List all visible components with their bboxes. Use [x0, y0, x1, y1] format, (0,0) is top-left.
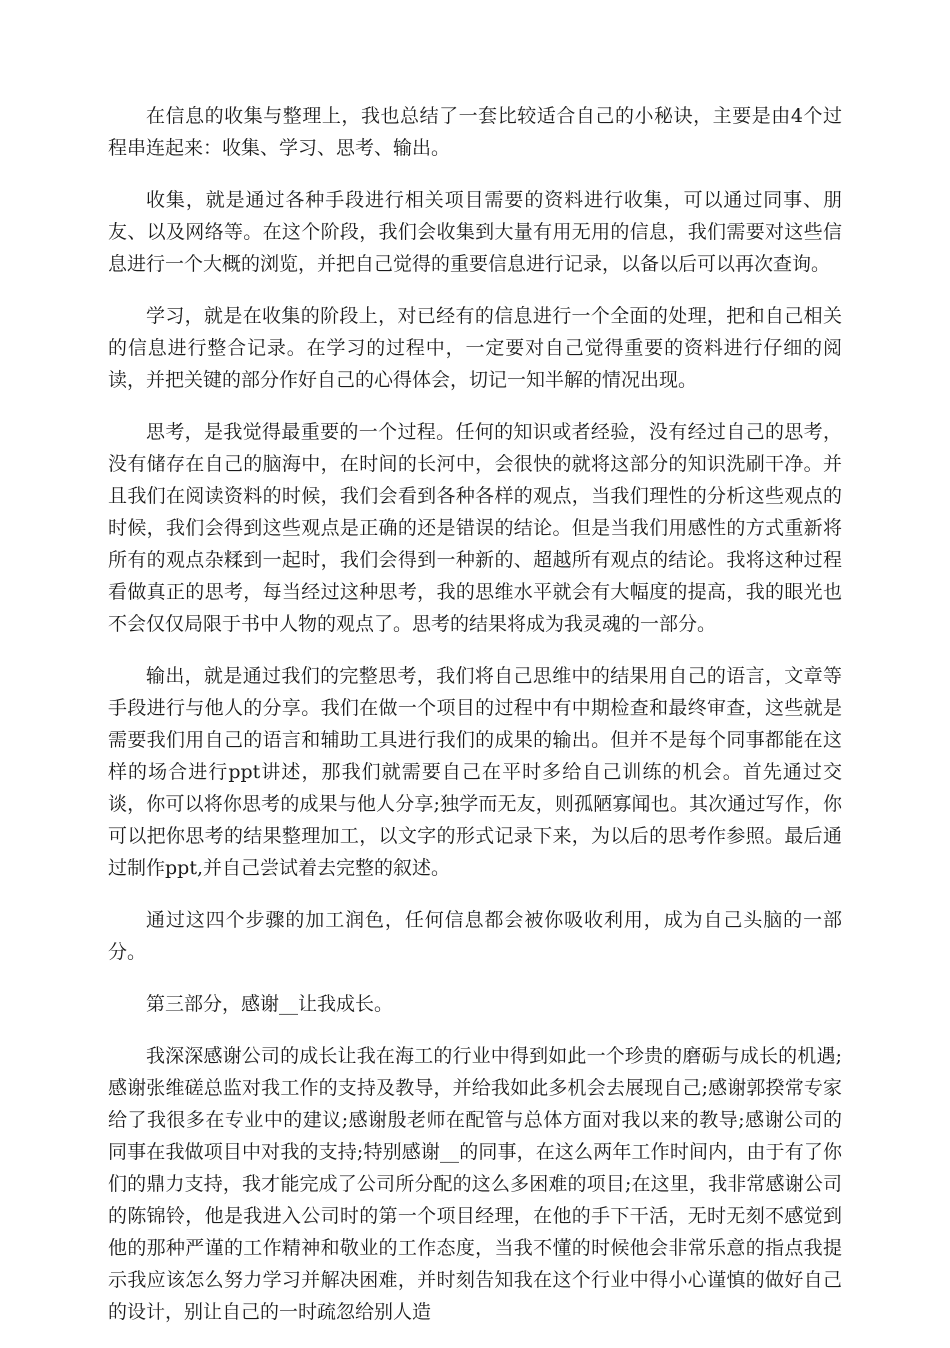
paragraph-learn: 学习，就是在收集的阶段上，对已经有的信息进行一个全面的处理，把和自己相关的信息进行整合记录。在学习的过程中，一定要对自己觉得重要的资料进行仔细的阅读，并把关键的部分作好自己的心得体会，切记一知半解的情况出现。 [108, 305, 842, 391]
paragraph-collection-intro: 在信息的收集与整理上，我也总结了一套比较适合自己的小秘诀，主要是由4个过程串连起来：收集、学习、思考、输出。 [108, 105, 842, 159]
paragraph-thanks: 我深深感谢公司的成长让我在海工的行业中得到如此一个珍贵的磨砺与成长的机遇;感谢张维磋总监对我工作的支持及教导，并给我如此多机会去展现自己;感谢郭揆常专家给了我很多在专业中的建议;感谢殷老师在配管与总体方面对我以来的教导;感谢公司的同事在我做项目中对我的支持;特别感谢__的同事，在这么两年工作时间内，由于有了你们的鼎力支持，我才能完成了公司所分配的这么多困难的项目;在这里，我非常感谢公司的陈锦铃，他是我进入公司时的第一个项目经理，在他的手下干活，无时无刻不感觉到他的那种严谨的工作精神和敬业的工作态度，当我不懂的时候他会非常乐意的指点我提示我应该怎么努力学习并解决困难，并时刻告知我在这个行业中得小心谨慎的做好自己的设计，别让自己的一时疏忽给别人造 [108, 1045, 842, 1323]
section-heading-part-three: 第三部分，感谢__让我成长。 [146, 993, 394, 1015]
paragraph-summary: 通过这四个步骤的加工润色，任何信息都会被你吸收利用，成为自己头脑的一部分。 [108, 909, 842, 963]
paragraph-think: 思考，是我觉得最重要的一个过程。任何的知识或者经验，没有经过自己的思考，没有储存在自己的脑海中，在时间的长河中，会很快的就将这部分的知识洗刷干净。并且我们在阅读资料的时候，我们会看到各种各样的观点，当我们理性的分析这些观点的时候，我们会得到这些观点是正确的还是错误的结论。但是当我们用感性的方式重新将所有的观点杂糅到一起时，我们会得到一种新的、超越所有观点的结论。我将这种过程看做真正的思考，每当经过这种思考，我的思维水平就会有大幅度的提高，我的眼光也不会仅仅局限于书中人物的观点了。思考的结果将成为我灵魂的一部分。 [108, 421, 842, 635]
paragraph-collect: 收集，就是通过各种手段进行相关项目需要的资料进行收集，可以通过同事、朋友、以及网络等。在这个阶段，我们会收集到大量有用无用的信息，我们需要对这些信息进行一个大概的浏览，并把自己觉得的重要信息进行记录，以备以后可以再次查询。 [108, 189, 842, 275]
document-body [108, 100, 842, 1348]
paragraph-output: 输出，就是通过我们的完整思考，我们将自己思维中的结果用自己的语言，文章等手段进行与他人的分享。我们在做一个项目的过程中有中期检查和最终审查，这些就是需要我们用自己的语言和辅助工具进行我们的成果的输出。但并不是每个同事都能在这样的场合进行ppt讲述，那我们就需要自己在平时多给自己训练的机会。首先通过交谈，你可以将你思考的成果与他人分享;独学而无友，则孤陋寡闻也。其次通过写作，你可以把你思考的结果整理加工，以文字的形式记录下来，为以后的思考作参照。最后通过制作ppt,并自己尝试着去完整的叙述。 [108, 665, 842, 879]
